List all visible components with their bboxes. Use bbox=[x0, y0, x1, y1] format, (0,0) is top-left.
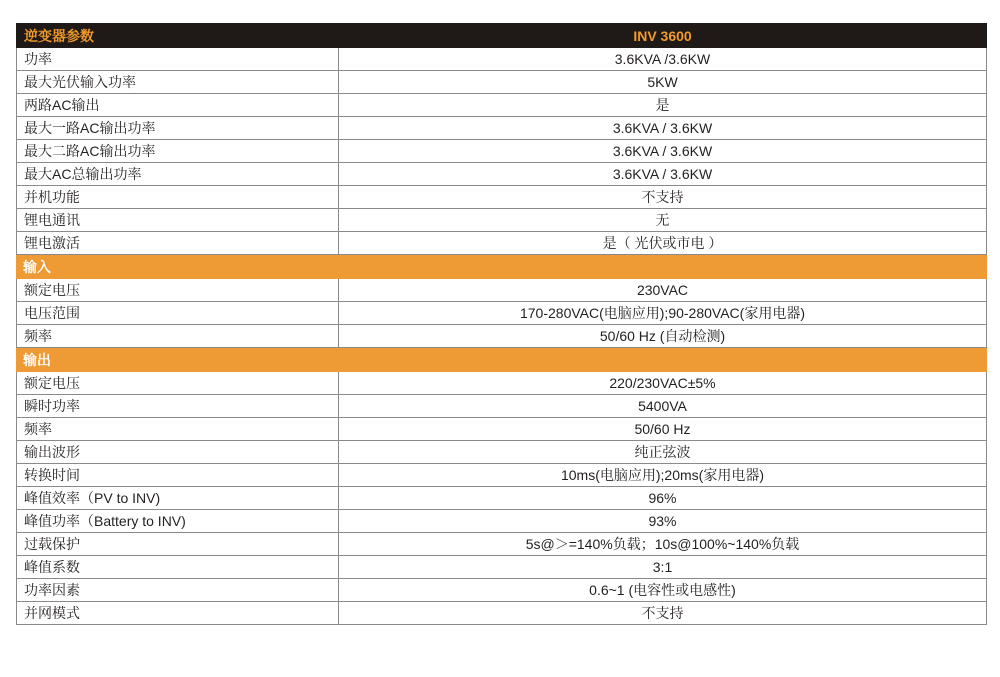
table-row bbox=[17, 163, 987, 186]
spec-value: 230VAC bbox=[339, 279, 987, 302]
table-header-row bbox=[17, 24, 987, 48]
spec-value: 是 bbox=[339, 94, 987, 117]
spec-value: 3.6KVA / 3.6KW bbox=[339, 140, 987, 163]
spec-value: 5s@＞=140%负载；10s@100%~140%负载 bbox=[339, 533, 987, 556]
spec-label: 瞬时功率 bbox=[17, 395, 339, 418]
table-row bbox=[17, 94, 987, 117]
spec-label: 额定电压 bbox=[17, 279, 339, 302]
spec-value: 5400VA bbox=[339, 395, 987, 418]
spec-value: 无 bbox=[339, 209, 987, 232]
header-model: INV 3600 bbox=[339, 24, 987, 48]
spec-value: 3.6KVA / 3.6KW bbox=[339, 163, 987, 186]
spec-label: 转换时间 bbox=[17, 464, 339, 487]
spec-label: 锂电激活 bbox=[17, 232, 339, 255]
spec-label: 功率 bbox=[17, 48, 339, 71]
section-title: 输出 bbox=[17, 348, 987, 372]
spec-value: 93% bbox=[339, 510, 987, 533]
spec-value: 3:1 bbox=[339, 556, 987, 579]
header-label: 逆变器参数 bbox=[17, 24, 339, 48]
spec-value: 220/230VAC±5% bbox=[339, 372, 987, 395]
table-row bbox=[17, 602, 987, 625]
spec-value: 3.6KVA /3.6KW bbox=[339, 48, 987, 71]
spec-label: 过载保护 bbox=[17, 533, 339, 556]
table-row bbox=[17, 395, 987, 418]
spec-label: 最大光伏输入功率 bbox=[17, 71, 339, 94]
spec-label: 功率因素 bbox=[17, 579, 339, 602]
spec-label: 输出波形 bbox=[17, 441, 339, 464]
table-row bbox=[17, 232, 987, 255]
table-row bbox=[17, 279, 987, 302]
section-title: 输入 bbox=[17, 255, 987, 279]
spec-table-body bbox=[17, 24, 987, 625]
table-row bbox=[17, 418, 987, 441]
table-row bbox=[17, 556, 987, 579]
table-row bbox=[17, 71, 987, 94]
spec-value: 10ms(电脑应用);20ms(家用电器) bbox=[339, 464, 987, 487]
spec-label: 最大二路AC输出功率 bbox=[17, 140, 339, 163]
table-row bbox=[17, 372, 987, 395]
spec-value: 96% bbox=[339, 487, 987, 510]
spec-value: 3.6KVA / 3.6KW bbox=[339, 117, 987, 140]
table-row bbox=[17, 579, 987, 602]
table-row bbox=[17, 302, 987, 325]
spec-value: 不支持 bbox=[339, 602, 987, 625]
inverter-spec-table bbox=[16, 23, 987, 625]
spec-value: 170-280VAC(电脑应用);90-280VAC(家用电器) bbox=[339, 302, 987, 325]
table-row bbox=[17, 533, 987, 556]
table-row bbox=[17, 186, 987, 209]
spec-value: 是（ 光伏或市电 ） bbox=[339, 232, 987, 255]
table-row bbox=[17, 464, 987, 487]
spec-label: 两路AC输出 bbox=[17, 94, 339, 117]
spec-label: 峰值系数 bbox=[17, 556, 339, 579]
table-row bbox=[17, 325, 987, 348]
table-row bbox=[17, 209, 987, 232]
spec-label: 最大AC总输出功率 bbox=[17, 163, 339, 186]
spec-label: 频率 bbox=[17, 418, 339, 441]
spec-value: 0.6~1 (电容性或电感性) bbox=[339, 579, 987, 602]
table-row bbox=[17, 140, 987, 163]
spec-value: 5KW bbox=[339, 71, 987, 94]
spec-label: 并网模式 bbox=[17, 602, 339, 625]
table-row bbox=[17, 48, 987, 71]
section-header-row bbox=[17, 348, 987, 372]
spec-value: 50/60 Hz bbox=[339, 418, 987, 441]
table-row bbox=[17, 441, 987, 464]
spec-label: 峰值功率（Battery to INV) bbox=[17, 510, 339, 533]
spec-label: 频率 bbox=[17, 325, 339, 348]
spec-label: 锂电通讯 bbox=[17, 209, 339, 232]
spec-label: 电压范围 bbox=[17, 302, 339, 325]
table-row bbox=[17, 487, 987, 510]
table-row bbox=[17, 117, 987, 140]
spec-value: 50/60 Hz (自动检测) bbox=[339, 325, 987, 348]
spec-label: 最大一路AC输出功率 bbox=[17, 117, 339, 140]
section-header-row bbox=[17, 255, 987, 279]
spec-value: 纯正弦波 bbox=[339, 441, 987, 464]
spec-label: 额定电压 bbox=[17, 372, 339, 395]
spec-label: 并机功能 bbox=[17, 186, 339, 209]
table-row bbox=[17, 510, 987, 533]
spec-label: 峰值效率（PV to INV) bbox=[17, 487, 339, 510]
spec-value: 不支持 bbox=[339, 186, 987, 209]
